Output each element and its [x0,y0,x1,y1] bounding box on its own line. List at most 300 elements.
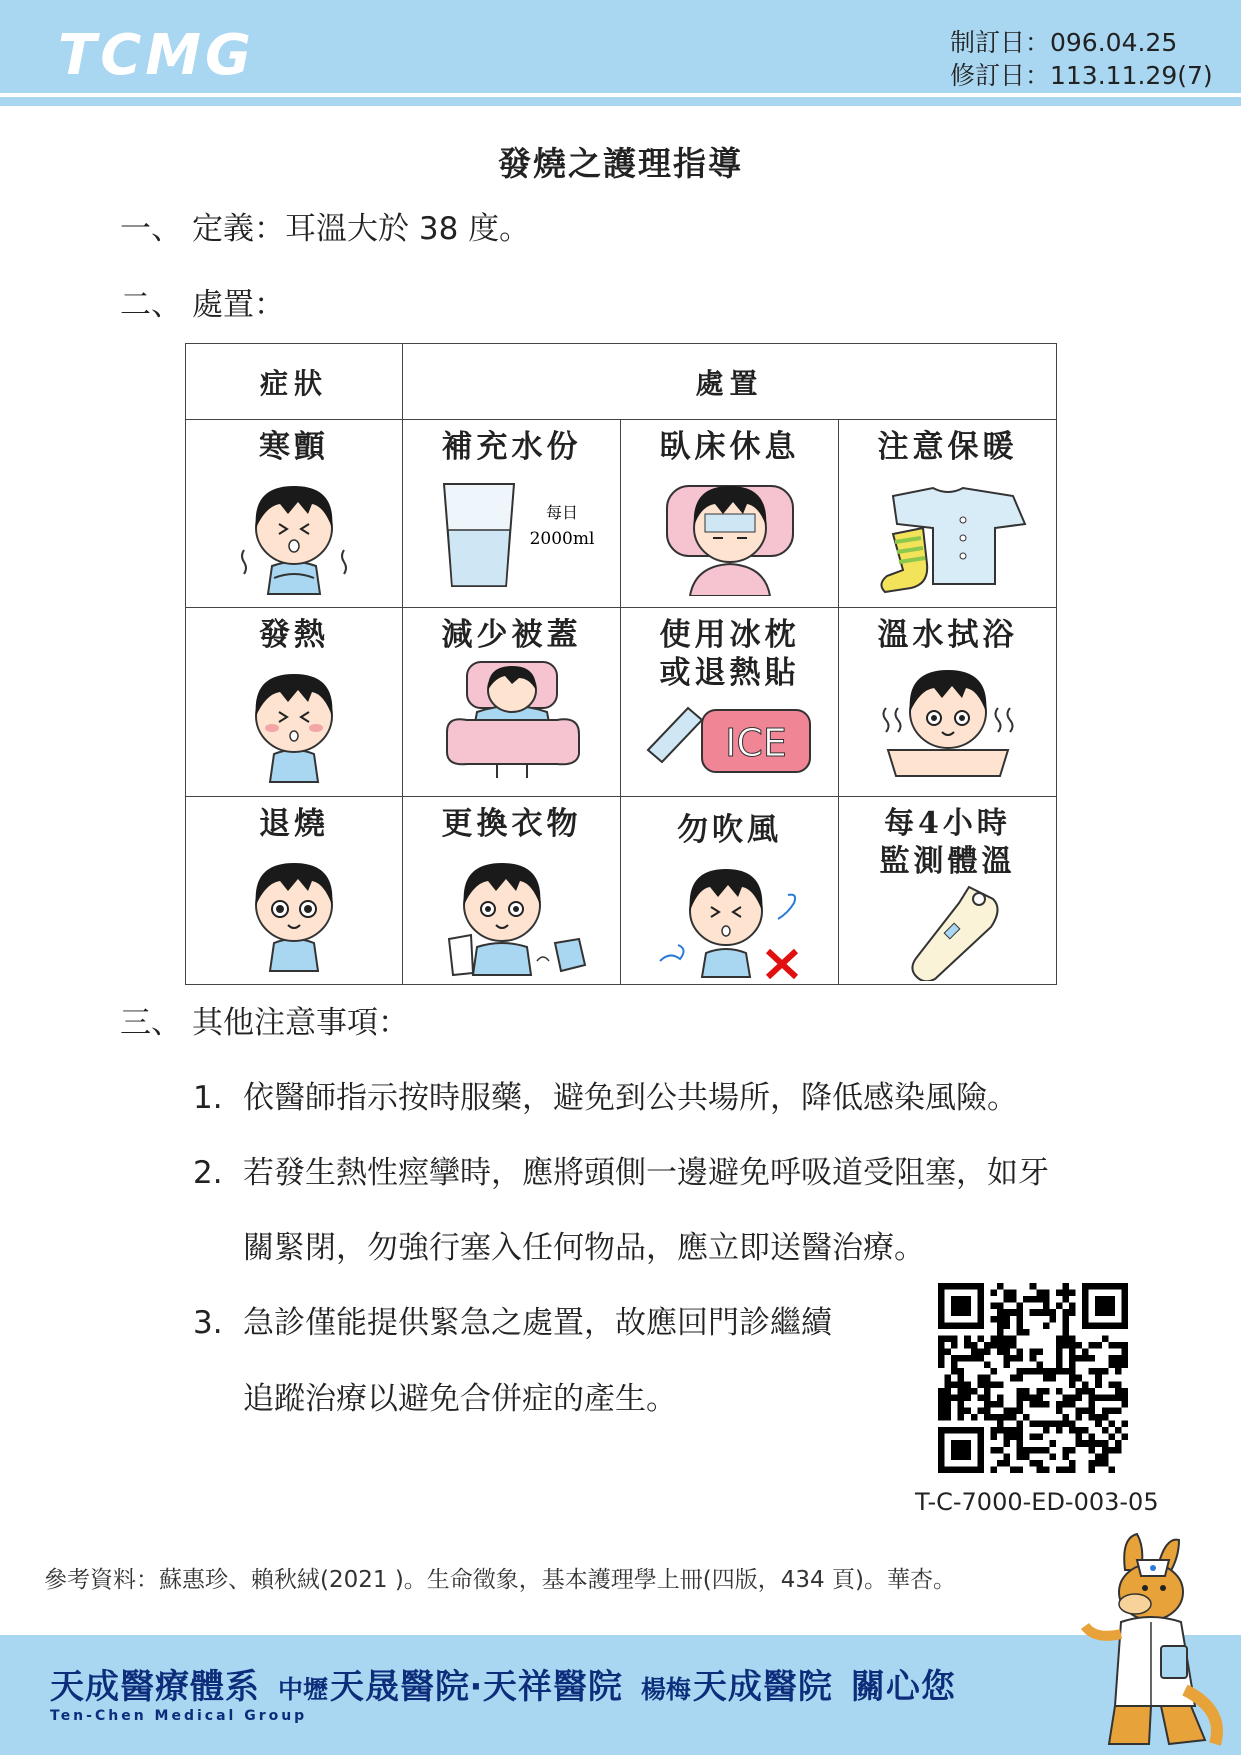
qr-module [1036,1421,1043,1428]
qr-module [1095,1296,1115,1316]
qr-module [1082,1407,1089,1414]
action-label: 更換衣物 [441,805,582,842]
qr-module [984,1349,991,1356]
treatment-table [185,343,1057,985]
qr-module [1069,1381,1076,1388]
action-label: 溫水拭浴 [877,617,1018,654]
qr-module [1115,1355,1122,1362]
qr-module [1017,1316,1024,1323]
qr-module [984,1401,991,1408]
qr-module [1030,1460,1037,1467]
qr-module [1121,1421,1128,1428]
qr-module [1121,1342,1128,1349]
qr-module [984,1362,991,1369]
qr-module [1069,1349,1076,1356]
qr-module [945,1381,952,1388]
qr-module [1069,1362,1076,1369]
footer-group: 天成醫療體系 [50,1667,260,1707]
qr-module [945,1388,952,1395]
qr-module [1023,1388,1030,1395]
qr-module [1095,1440,1102,1447]
qr-module [945,1335,952,1342]
qr-module [1056,1342,1063,1349]
qr-module [964,1407,971,1414]
symptom-label: 退燒 [259,805,329,842]
qr-module [1102,1407,1109,1414]
list-text: 急診僅能提供緊急之處置，故應回門診繼續 [243,1305,832,1341]
qr-module [1082,1355,1089,1362]
qr-module [1102,1394,1109,1401]
qr-module [951,1335,958,1342]
qr-module [964,1394,971,1401]
qr-module [1049,1440,1056,1447]
qr-module [958,1388,965,1395]
qr-module [990,1368,997,1375]
qr-module [1062,1453,1069,1460]
qr-module [997,1335,1004,1342]
qr-module [1102,1368,1109,1375]
qr-module [990,1335,997,1342]
qr-module [1069,1368,1076,1375]
qr-module [971,1349,978,1356]
section-treatment [120,287,285,323]
list-item-continued: 關緊閉，勿強行塞入任何物品，應立即送醫治療。 [243,1230,925,1266]
qr-module [1056,1349,1063,1356]
section-number: 一、 [120,211,182,247]
qr-module [1017,1447,1024,1454]
qr-module [1076,1388,1083,1395]
qr-module [1076,1342,1083,1349]
qr-module [1036,1394,1043,1401]
qr-module [958,1375,965,1382]
action-cell [403,796,621,984]
qr-module [1089,1388,1096,1395]
symptom-cell [186,420,403,608]
qr-module [1010,1427,1017,1434]
qr-module [1010,1375,1017,1382]
section-text: 定義：耳溫大於 38 度。 [192,211,531,247]
qr-module [964,1388,971,1395]
action-label: 減少被蓋 [441,617,582,654]
list-item-continued: 追蹤治療以避免合併症的產生。 [243,1381,677,1417]
resting-boy-icon [655,466,805,596]
qr-module [1069,1290,1076,1297]
qr-module [1102,1440,1109,1447]
action-cell [621,420,839,608]
qr-module [1062,1401,1069,1408]
action-cell [621,608,839,796]
qr-module [984,1394,991,1401]
logo: TCMG [58,23,255,88]
qr-module [1010,1309,1017,1316]
qr-module [1115,1388,1122,1395]
qr-module [1017,1375,1024,1382]
qr-module [1115,1342,1122,1349]
qr-module [990,1381,997,1388]
qr-module [1030,1401,1037,1408]
qr-module [1043,1322,1050,1329]
qr-module [1004,1460,1011,1467]
qr-module [1062,1322,1069,1329]
cup-note-line1: 每日 [545,503,578,523]
qr-module [1095,1453,1102,1460]
qr-module [1023,1447,1030,1454]
qr-module [1010,1335,1017,1342]
section-number: 三、 [120,1005,182,1041]
qr-module [1017,1421,1024,1428]
qr-module [1076,1440,1083,1447]
qr-module [951,1440,971,1460]
qr-module [990,1342,997,1349]
footer-english: Ten-Chen Medical Group [50,1708,308,1724]
action-cell [839,420,1057,608]
qr-module [951,1355,958,1362]
qr-module [990,1303,997,1310]
qr-module [1004,1427,1011,1434]
qr-module [1082,1349,1089,1356]
qr-module [1076,1407,1083,1414]
qr-module [997,1309,1004,1316]
qr-module [971,1414,978,1421]
qr-module [1095,1460,1102,1467]
qr-module [1023,1368,1030,1375]
qr-module [990,1401,997,1408]
qr-module [938,1349,945,1356]
qr-module [1049,1368,1056,1375]
qr-module [1043,1290,1050,1297]
section-number: 二、 [120,287,182,323]
list-text: 若發生熱性痙攣時，應將頭側一邊避免呼吸道受阻塞，如牙 [243,1155,1049,1191]
qr-module [990,1434,997,1441]
qr-module [1069,1427,1076,1434]
qr-module [1115,1394,1122,1401]
qr-module [1062,1466,1069,1473]
qr-module [990,1290,997,1297]
list-item [193,1155,1049,1191]
qr-module [990,1447,997,1454]
qr-module [1017,1368,1024,1375]
created-date: 制訂日：096.04.25 [950,28,1178,57]
symptom-label: 發熱 [259,617,329,654]
qr-module [1069,1421,1076,1428]
qr-module [1095,1421,1102,1428]
qr-module [1056,1290,1063,1297]
qr-module [951,1342,958,1349]
qr-module [1004,1434,1011,1441]
ice-text: ICE [724,721,787,766]
list-item [193,1080,1018,1116]
qr-module [958,1401,965,1408]
qr-module [1056,1303,1063,1310]
action-cell [839,796,1057,984]
qr-module [951,1368,958,1375]
revised-date: 修訂日：113.11.29(7) [950,61,1213,90]
header-treatment: 處置 [403,344,1057,420]
qr-module [938,1414,945,1421]
qr-module [984,1414,991,1421]
qr-module [1023,1329,1030,1336]
qr-module [1010,1434,1017,1441]
qr-module [1036,1362,1043,1369]
fever-boy-icon [224,654,364,784]
qr-module [1056,1362,1063,1369]
qr-module [1082,1427,1089,1434]
qr-module [1017,1401,1024,1408]
qr-module [1036,1368,1043,1375]
qr-module [1069,1394,1076,1401]
qr-module [1023,1296,1030,1303]
qr-module [1062,1335,1069,1342]
qr-module [958,1414,965,1421]
qr-module [977,1394,984,1401]
qr-module [1004,1309,1011,1316]
qr-module [1017,1309,1024,1316]
qr-module [1069,1335,1076,1342]
qr-module [997,1316,1004,1323]
action-label: 每4小時 [884,805,1011,841]
qr-module [1062,1421,1069,1428]
qr-module [938,1401,945,1408]
qr-module [945,1401,952,1408]
qr-module [1017,1434,1024,1441]
symptom-cell [186,796,403,984]
reference-text: 參考資料：蘇惠珍、賴秋絨(2021 )。生命徵象，基本護理學上冊(四版，434 頁)。華杏。 [44,1567,956,1593]
qr-module [1017,1440,1024,1447]
qr-module [1056,1401,1063,1408]
qr-module [938,1355,945,1362]
qr-module [977,1355,984,1362]
qr-module [1089,1407,1096,1414]
qr-module [997,1394,1004,1401]
qr-module [1069,1466,1076,1473]
qr-module [1004,1414,1011,1421]
section-other-notes [120,1005,409,1041]
qr-module [1089,1368,1096,1375]
footer-hospital: 天晟醫院‧天祥醫院 [330,1667,623,1707]
header-symptom: 症狀 [186,344,403,420]
qr-module [1069,1309,1076,1316]
qr-module [997,1329,1004,1336]
qr-module [1069,1447,1076,1454]
qr-module [1062,1283,1069,1290]
qr-module [1056,1427,1063,1434]
qr-module [1095,1375,1102,1382]
qr-module [997,1414,1004,1421]
action-label-line2: 或退熱貼 [659,655,800,692]
qr-module [1089,1401,1096,1408]
header-rule [0,97,1241,106]
qr-module [1010,1290,1017,1297]
footer-slogan: 關心您 [850,1667,956,1707]
qr-module [1121,1394,1128,1401]
footer-location: 中壢 [278,1675,329,1704]
qr-module [1010,1466,1017,1473]
footer-hospital: 天成醫院 [692,1667,833,1707]
section-text: 其他注意事項： [192,1005,409,1041]
qr-module [1043,1309,1050,1316]
qr-module [997,1460,1004,1467]
qr-module [938,1407,945,1414]
qr-module [997,1303,1004,1310]
qr-module [1115,1447,1122,1454]
qr-module [1017,1303,1024,1310]
qr-module [1108,1447,1115,1454]
qr-module [1004,1290,1011,1297]
qr-module [1102,1447,1109,1454]
qr-module [1062,1296,1069,1303]
qr-module [1043,1466,1050,1473]
footer-hospitals [50,1667,956,1707]
qr-module [1062,1447,1069,1454]
qr-module [1089,1394,1096,1401]
qr-module [1121,1355,1128,1362]
qr-module [1036,1290,1043,1297]
symptom-cell [186,608,403,796]
qr-module [1102,1335,1109,1342]
qr-module [1062,1290,1069,1297]
light-blanket-icon [427,654,597,784]
qr-module [938,1394,945,1401]
qr-module [951,1394,958,1401]
qr-module [990,1414,997,1421]
qr-code[interactable] [938,1283,1128,1473]
qr-module [958,1407,965,1414]
qr-module [1095,1381,1102,1388]
change-clothes-icon [427,843,597,977]
qr-module [938,1342,945,1349]
water-glass-icon [422,466,602,596]
qr-module [938,1335,945,1342]
qr-module [1076,1427,1083,1434]
qr-module [1076,1355,1083,1362]
action-cell [403,608,621,796]
qr-module [1056,1466,1063,1473]
qr-module [1062,1342,1069,1349]
page-title: 發燒之護理指導 [498,144,743,183]
qr-module [1023,1394,1030,1401]
qr-module [1043,1368,1050,1375]
qr-module [1004,1440,1011,1447]
qr-module [1108,1342,1115,1349]
qr-module [1049,1453,1056,1460]
qr-module [1076,1394,1083,1401]
qr-module [977,1381,984,1388]
qr-module [1010,1414,1017,1421]
qr-module [1043,1447,1050,1454]
qr-module [1017,1394,1024,1401]
list-number: 1. [193,1080,223,1116]
qr-module [1108,1407,1115,1414]
qr-module [1056,1335,1063,1342]
qr-module [1036,1296,1043,1303]
qr-module [1089,1466,1096,1473]
cup-note-line2: 2000ml [529,529,594,550]
qr-module [951,1381,958,1388]
qr-module [1089,1414,1096,1421]
qr-module [971,1355,978,1362]
qr-module [997,1421,1004,1428]
qr-module [1030,1394,1037,1401]
qr-module [1004,1342,1011,1349]
action-label-line2: 監測體溫 [879,843,1016,879]
qr-module [1108,1394,1115,1401]
qr-module [1121,1349,1128,1356]
action-label: 臥床休息 [659,429,800,466]
qr-module [1082,1440,1089,1447]
qr-module [1023,1453,1030,1460]
qr-module [1004,1316,1011,1323]
qr-module [938,1362,945,1369]
qr-module [1030,1309,1037,1316]
qr-module [1115,1440,1122,1447]
qr-module [1102,1427,1109,1434]
qr-module [1004,1322,1011,1329]
qr-module [1121,1401,1128,1408]
qr-module [997,1381,1004,1388]
qr-module [1089,1355,1096,1362]
list-item [193,1305,832,1341]
qr-module [1036,1401,1043,1408]
qr-module [1069,1401,1076,1408]
qr-module [1062,1394,1069,1401]
qr-module [1049,1421,1056,1428]
qr-module [984,1342,991,1349]
qr-module [1036,1434,1043,1441]
qr-module [990,1466,997,1473]
qr-module [1108,1381,1115,1388]
qr-module [997,1342,1004,1349]
qr-module [1089,1447,1096,1454]
document-code: T-C-7000-ED-003-05 [915,1488,1159,1516]
qr-module [1004,1453,1011,1460]
qr-module [1115,1407,1122,1414]
qr-module [1115,1381,1122,1388]
qr-module [964,1342,971,1349]
qr-module [1056,1355,1063,1362]
qr-module [1017,1322,1024,1329]
qr-module [945,1349,952,1356]
qr-module [1004,1362,1011,1369]
qr-module [945,1414,952,1421]
qr-module [1010,1296,1017,1303]
qr-module [977,1407,984,1414]
qr-module [1030,1368,1037,1375]
qr-module [1043,1388,1050,1395]
qr-module [1030,1434,1037,1441]
qr-module [1062,1316,1069,1323]
qr-module [1049,1375,1056,1382]
qr-module [1043,1401,1050,1408]
qr-module [1004,1355,1011,1362]
qr-module [1102,1460,1109,1467]
qr-module [951,1296,971,1316]
qr-module [1030,1283,1037,1290]
action-cell [621,796,839,984]
qr-module [1004,1407,1011,1414]
qr-module [1036,1388,1043,1395]
qr-module [1036,1466,1043,1473]
qr-module [1036,1309,1043,1316]
qr-module [945,1407,952,1414]
qr-module [977,1375,984,1382]
qr-module [1036,1447,1043,1454]
qr-module [958,1381,965,1388]
qr-module [958,1355,965,1362]
qr-module [964,1335,971,1342]
qr-module [1043,1427,1050,1434]
qr-module [1069,1355,1076,1362]
qr-module [1049,1309,1056,1316]
